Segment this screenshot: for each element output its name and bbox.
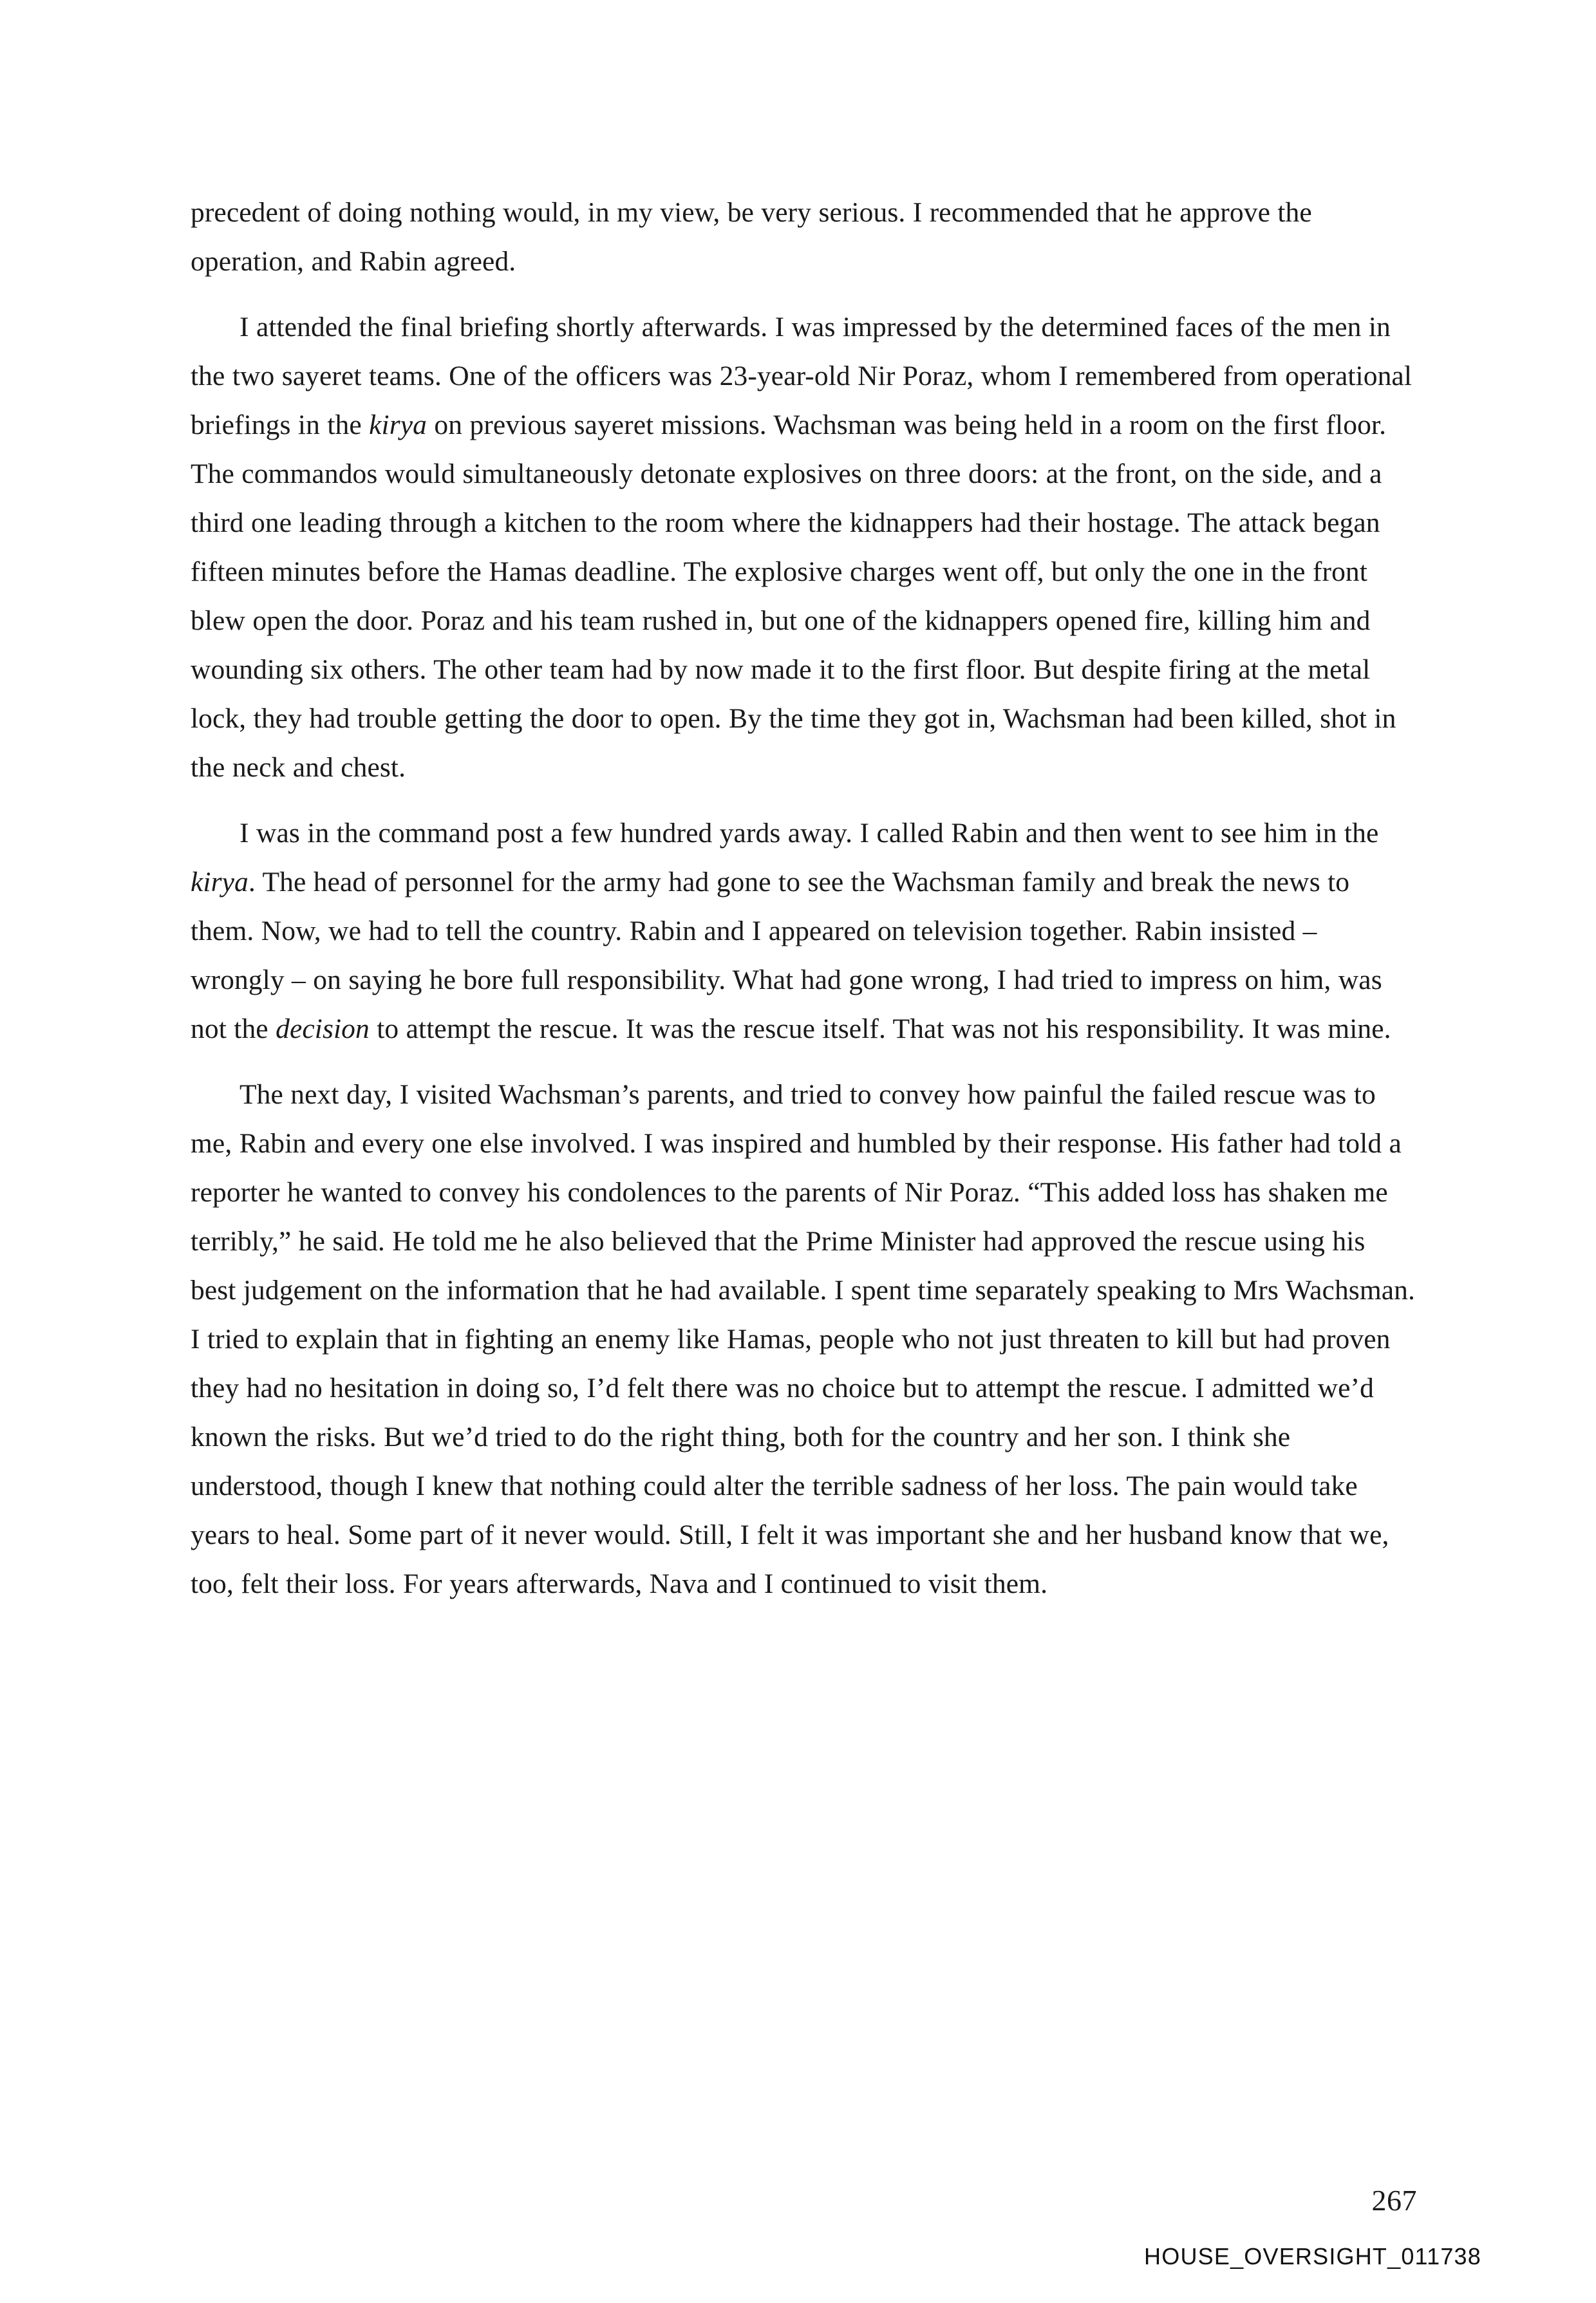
paragraph xyxy=(191,1070,1418,1608)
italic-term: kirya xyxy=(369,409,427,440)
paragraph xyxy=(191,809,1418,1053)
body-text xyxy=(191,188,1418,1608)
text-run: The next day, I visited Wachsman’s parents, and tried to convey how painful the failed rescue was to me, Rabin and every one else involved. I was inspired and humbled by their response. His father had told a reporter he wanted to convey his condolences to the parents of Nir Poraz. “This added loss has shaken me terribly,” he said. He told me he also believed that the Prime Minister had approved the rescue using his best judgement on the information that he had available. I spent time separately speaking to Mrs Wachsman. I tried to explain that in fighting an enemy like Hamas, people who not just threaten to kill but had proven they had no hesitation in doing so, I’d felt there was no choice but to attempt the rescue. I admitted we’d known the risks. But we’d tried to do the right thing, both for the country and her son. I think she understood, though I knew that nothing could alter the terrible sadness of her loss. The pain would take years to heal. Some part of it never would. Still, I felt it was important she and her husband know that we, too, felt their loss. For years afterwards, Nava and I continued to visit them. xyxy=(191,1079,1416,1599)
italic-term: kirya xyxy=(191,867,249,898)
text-run: . The head of personnel for the army had gone to see the Wachsman family and break the news to them. Now, we had to tell the country. Rabin and I appeared on television together. Rabin insisted – wrongly – on saying he bore full responsibility. What had gone wrong, I had tried to impress on him, was not the xyxy=(191,867,1382,1044)
text-run: I was in the command post a few hundred yards away. I called Rabin and then went to see him in the xyxy=(239,818,1379,849)
text-run: to attempt the rescue. It was the rescue itself. That was not his responsibility. It was mine. xyxy=(369,1013,1391,1044)
text-run: on previous sayeret missions. Wachsman was being held in a room on the first floor. The commandos would simultaneously detonate explosives on three doors: at the front, on the side, and a third one leading through a kitchen to the room where the kidnappers had their hostage. The attack began fifteen minutes before the Hamas deadline. The explosive charges went off, but only the one in the front blew open the door. Poraz and his team rushed in, but one of the kidnappers opened fire, killing him and wounding six others. The other team had by now made it to the first floor. But despite firing at the metal lock, they had trouble getting the door to open. By the time they got in, Wachsman had been killed, shot in the neck and chest. xyxy=(191,409,1396,783)
paragraph xyxy=(191,188,1418,286)
italic-term: decision xyxy=(276,1013,370,1044)
text-run: I attended the final briefing shortly afterwards. I was impressed by the determined faces of the men in the two sayeret teams. One of the officers was 23-year-old Nir Poraz, whom I remembered from operational briefings in the xyxy=(191,312,1413,440)
paragraph xyxy=(191,303,1418,792)
bates-stamp: HOUSE_OVERSIGHT_011738 xyxy=(1144,2243,1481,2270)
text-run: precedent of doing nothing would, in my view, be very serious. I recommended that he approve the operation, and Rabin agreed. xyxy=(191,197,1312,277)
page-number: 267 xyxy=(1371,2184,1417,2217)
